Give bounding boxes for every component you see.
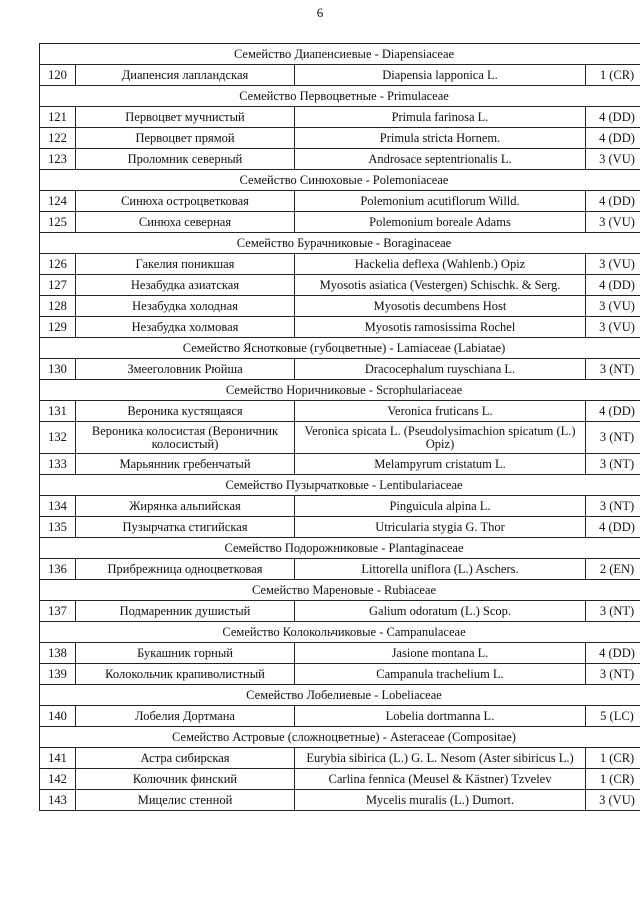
species-number: 139 <box>40 664 76 685</box>
species-row <box>40 254 640 275</box>
latin-name: Veronica fruticans L. <box>295 401 586 422</box>
status-category: 3 (VU) <box>586 296 640 317</box>
status-category: 1 (CR) <box>586 65 640 86</box>
species-number: 130 <box>40 359 76 380</box>
status-category: 3 (VU) <box>586 317 640 338</box>
species-row <box>40 191 640 212</box>
species-row <box>40 317 640 338</box>
russian-name: Первоцвет мучнистый <box>76 107 295 128</box>
species-row <box>40 601 640 622</box>
latin-name: Lobelia dortmanna L. <box>295 706 586 727</box>
species-row <box>40 706 640 727</box>
latin-name: Polemonium boreale Adams <box>295 212 586 233</box>
status-category: 4 (DD) <box>586 107 640 128</box>
species-row <box>40 128 640 149</box>
family-name: Семейство Пузырчатковые - Lentibulariaceae <box>40 475 640 496</box>
status-category: 1 (CR) <box>586 769 640 790</box>
family-header-row <box>40 622 640 643</box>
status-category: 3 (VU) <box>586 254 640 275</box>
latin-name: Primula farinosa L. <box>295 107 586 128</box>
species-row <box>40 107 640 128</box>
latin-name: Myosotis ramosissima Rochel <box>295 317 586 338</box>
status-category: 4 (DD) <box>586 643 640 664</box>
family-name: Семейство Синюховые - Polemoniaceae <box>40 170 640 191</box>
status-category: 1 (CR) <box>586 748 640 769</box>
species-row <box>40 454 640 475</box>
species-row <box>40 517 640 538</box>
species-number: 127 <box>40 275 76 296</box>
species-row <box>40 496 640 517</box>
status-category: 3 (NT) <box>586 454 640 475</box>
family-name: Семейство Лобелиевые - Lobeliaceae <box>40 685 640 706</box>
species-row <box>40 65 640 86</box>
latin-name: Dracocephalum ruyschiana L. <box>295 359 586 380</box>
species-number: 124 <box>40 191 76 212</box>
family-name: Семейство Норичниковые - Scrophulariaceae <box>40 380 640 401</box>
status-category: 4 (DD) <box>586 275 640 296</box>
species-number: 125 <box>40 212 76 233</box>
species-number: 135 <box>40 517 76 538</box>
family-header-row <box>40 44 640 65</box>
russian-name: Мицелис стенной <box>76 790 295 811</box>
russian-name: Прибрежница одноцветковая <box>76 559 295 580</box>
russian-name: Колючник финский <box>76 769 295 790</box>
species-number: 128 <box>40 296 76 317</box>
latin-name: Primula stricta Hornem. <box>295 128 586 149</box>
species-number: 142 <box>40 769 76 790</box>
species-table-body <box>40 44 640 811</box>
species-number: 140 <box>40 706 76 727</box>
latin-name: Eurybia sibirica (L.) G. L. Nesom (Aster sibiricus L.) <box>295 748 586 769</box>
latin-name: Diapensia lapponica L. <box>295 65 586 86</box>
status-category: 3 (NT) <box>586 664 640 685</box>
russian-name: Гакелия поникшая <box>76 254 295 275</box>
family-header-row <box>40 580 640 601</box>
species-number: 132 <box>40 422 76 454</box>
latin-name: Myosotis decumbens Host <box>295 296 586 317</box>
species-row <box>40 149 640 170</box>
russian-name: Синюха северная <box>76 212 295 233</box>
status-category: 4 (DD) <box>586 517 640 538</box>
species-number: 137 <box>40 601 76 622</box>
family-header-row <box>40 685 640 706</box>
status-category: 4 (DD) <box>586 128 640 149</box>
latin-name: Androsace septentrionalis L. <box>295 149 586 170</box>
russian-name: Букашник горный <box>76 643 295 664</box>
family-name: Семейство Подорожниковые - Plantaginaceae <box>40 538 640 559</box>
family-header-row <box>40 86 640 107</box>
latin-name: Veronica spicata L. (Pseudolysimachion spicatum (L.) Opiz) <box>295 422 586 454</box>
species-row <box>40 790 640 811</box>
family-name: Семейство Диапенсиевые - Diapensiaceae <box>40 44 640 65</box>
latin-name: Jasione montana L. <box>295 643 586 664</box>
latin-name: Campanula trachelium L. <box>295 664 586 685</box>
species-number: 141 <box>40 748 76 769</box>
russian-name: Астра сибирская <box>76 748 295 769</box>
species-number: 122 <box>40 128 76 149</box>
russian-name: Вероника колосистая (Вероничник колосистый) <box>76 422 295 454</box>
status-category: 4 (DD) <box>586 191 640 212</box>
russian-name: Проломник северный <box>76 149 295 170</box>
russian-name: Колокольчик крапиволистный <box>76 664 295 685</box>
russian-name: Диапенсия лапландская <box>76 65 295 86</box>
species-row <box>40 422 640 454</box>
status-category: 3 (NT) <box>586 496 640 517</box>
latin-name: Myosotis asiatica (Vestergen) Schischk. & Serg. <box>295 275 586 296</box>
family-name: Семейство Яснотковые (губоцветные) - Lamiaceae (Labiatae) <box>40 338 640 359</box>
family-header-row <box>40 338 640 359</box>
status-category: 2 (EN) <box>586 559 640 580</box>
species-number: 131 <box>40 401 76 422</box>
species-row <box>40 212 640 233</box>
family-header-row <box>40 233 640 254</box>
russian-name: Незабудка холмовая <box>76 317 295 338</box>
russian-name: Подмаренник душистый <box>76 601 295 622</box>
family-name: Семейство Бурачниковые - Boraginaceae <box>40 233 640 254</box>
family-header-row <box>40 538 640 559</box>
species-row <box>40 275 640 296</box>
species-number: 129 <box>40 317 76 338</box>
family-name: Семейство Колокольчиковые - Campanulaceae <box>40 622 640 643</box>
status-category: 5 (LC) <box>586 706 640 727</box>
species-row <box>40 643 640 664</box>
page-number: 6 <box>316 5 324 20</box>
latin-name: Littorella uniflora (L.) Aschers. <box>295 559 586 580</box>
latin-name: Hackelia deflexa (Wahlenb.) Opiz <box>295 254 586 275</box>
status-category: 4 (DD) <box>586 401 640 422</box>
latin-name: Melampyrum cristatum L. <box>295 454 586 475</box>
latin-name: Galium odoratum (L.) Scop. <box>295 601 586 622</box>
species-row <box>40 664 640 685</box>
latin-name: Polemonium acutiflorum Willd. <box>295 191 586 212</box>
species-number: 121 <box>40 107 76 128</box>
species-number: 123 <box>40 149 76 170</box>
species-row <box>40 748 640 769</box>
species-number: 134 <box>40 496 76 517</box>
species-row <box>40 769 640 790</box>
status-category: 3 (VU) <box>586 790 640 811</box>
species-row <box>40 401 640 422</box>
family-name: Семейство Астровые (сложноцветные) - Asteraceae (Compositae) <box>40 727 640 748</box>
species-number: 138 <box>40 643 76 664</box>
family-header-row <box>40 170 640 191</box>
species-row <box>40 359 640 380</box>
family-header-row <box>40 380 640 401</box>
species-number: 126 <box>40 254 76 275</box>
status-category: 3 (NT) <box>586 601 640 622</box>
russian-name: Синюха остроцветковая <box>76 191 295 212</box>
russian-name: Змееголовник Рюйша <box>76 359 295 380</box>
russian-name: Незабудка холодная <box>76 296 295 317</box>
family-name: Семейство Первоцветные - Primulaceae <box>40 86 640 107</box>
russian-name: Лобелия Дортмана <box>76 706 295 727</box>
status-category: 3 (VU) <box>586 149 640 170</box>
russian-name: Первоцвет прямой <box>76 128 295 149</box>
species-number: 133 <box>40 454 76 475</box>
russian-name: Пузырчатка стигийская <box>76 517 295 538</box>
status-category: 3 (NT) <box>586 422 640 454</box>
latin-name: Utricularia stygia G. Thor <box>295 517 586 538</box>
russian-name: Вероника кустящаяся <box>76 401 295 422</box>
family-header-row <box>40 475 640 496</box>
species-table <box>39 43 640 811</box>
latin-name: Carlina fennica (Meusel & Kästner) Tzvelev <box>295 769 586 790</box>
status-category: 3 (NT) <box>586 359 640 380</box>
russian-name: Жирянка альпийская <box>76 496 295 517</box>
species-number: 120 <box>40 65 76 86</box>
species-number: 143 <box>40 790 76 811</box>
species-row <box>40 296 640 317</box>
species-row <box>40 559 640 580</box>
russian-name: Марьянник гребенчатый <box>76 454 295 475</box>
latin-name: Pinguicula alpina L. <box>295 496 586 517</box>
family-name: Семейство Мареновые - Rubiaceae <box>40 580 640 601</box>
family-header-row <box>40 727 640 748</box>
latin-name: Mycelis muralis (L.) Dumort. <box>295 790 586 811</box>
russian-name: Незабудка азиатская <box>76 275 295 296</box>
species-number: 136 <box>40 559 76 580</box>
status-category: 3 (VU) <box>586 212 640 233</box>
